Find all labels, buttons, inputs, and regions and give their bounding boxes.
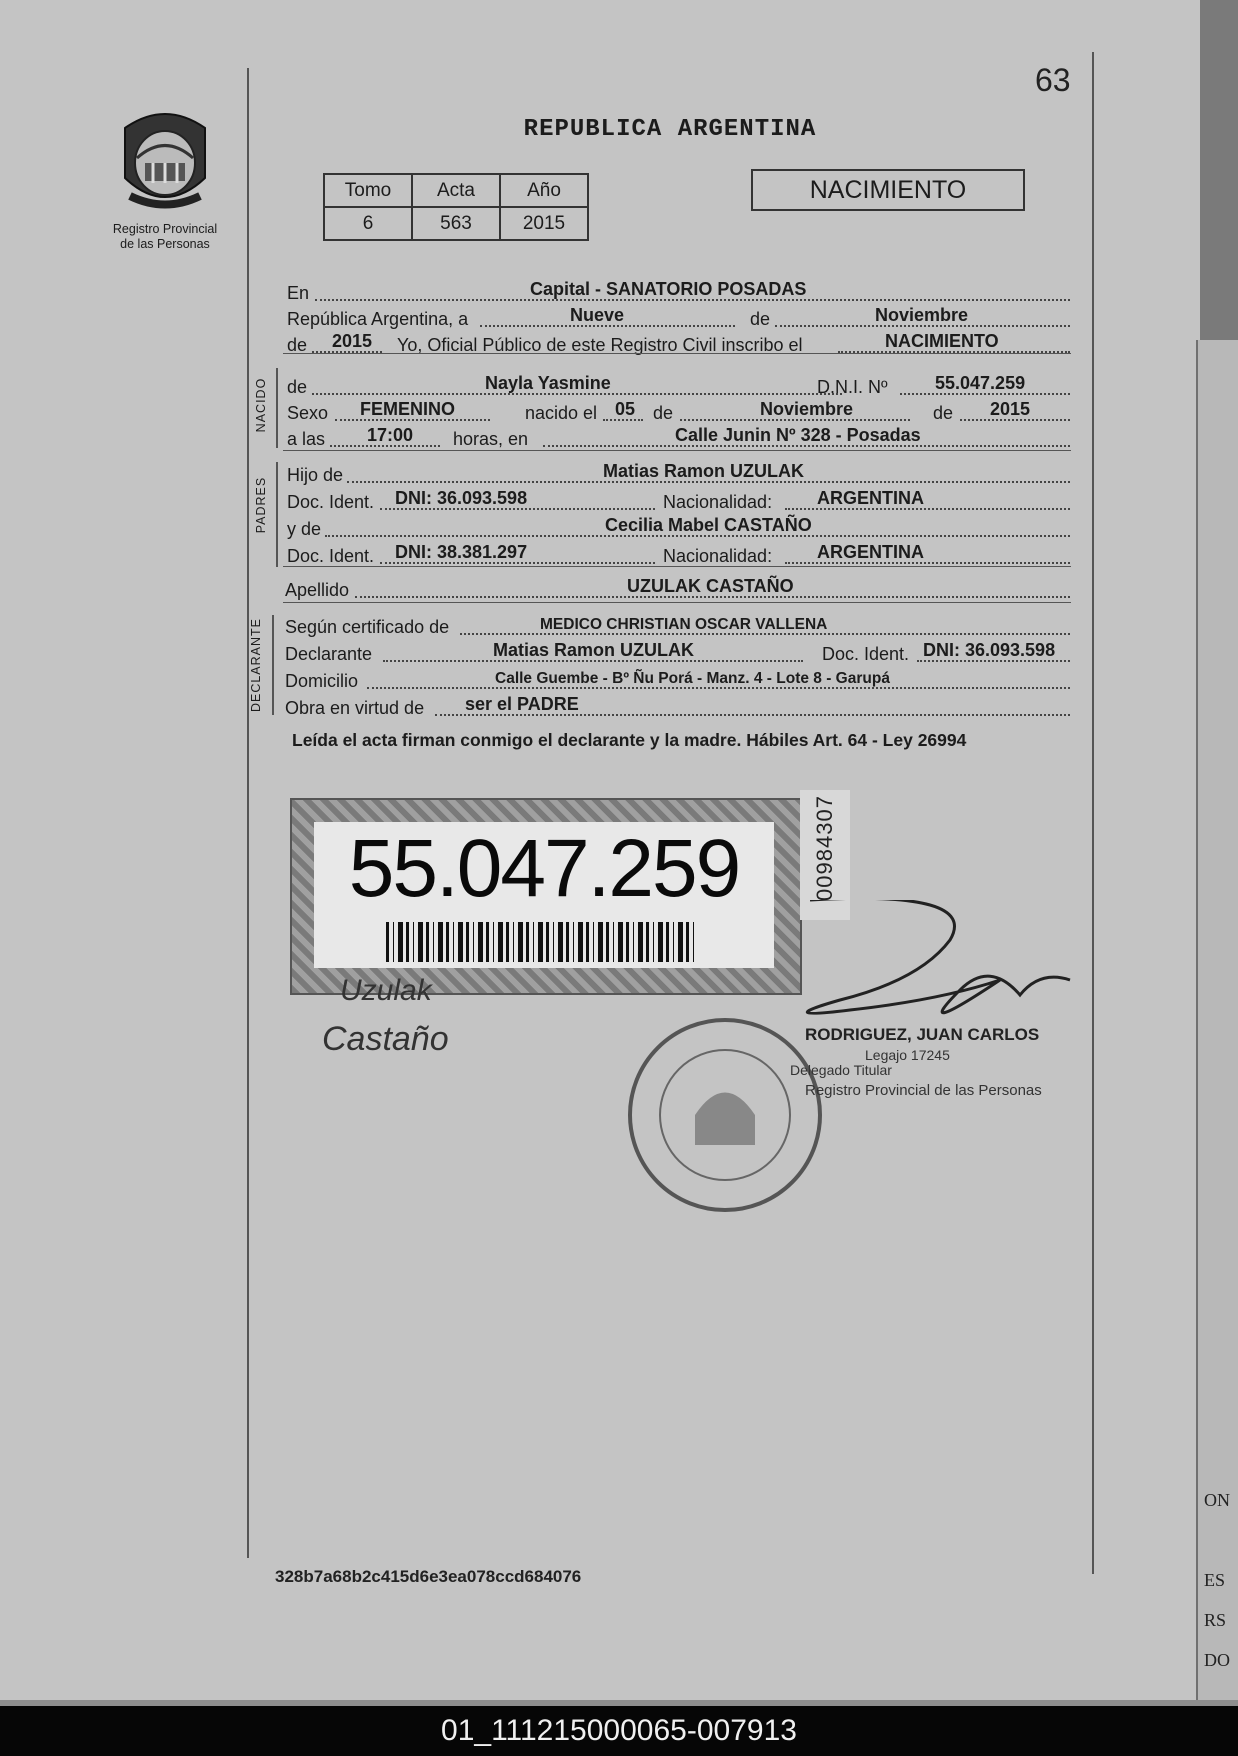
- month-value: Noviembre: [875, 305, 969, 325]
- child-name-value: Nayla Yasmine: [485, 373, 611, 393]
- address-value: Calle Guembe - Bº Ñu Porá - Manz. 4 - Lote 8 - Garupá: [495, 670, 890, 687]
- label: Hijo de: [287, 465, 344, 485]
- section-label-nacido: NACIDO: [254, 377, 268, 433]
- line-obra: [285, 693, 1070, 721]
- line-domicilio: [285, 666, 1070, 694]
- label: de: [750, 309, 771, 329]
- year-value: 2015: [332, 331, 373, 351]
- line-nacido-name: [285, 372, 1070, 400]
- line-declarante: [285, 639, 1070, 667]
- line-mother: [285, 514, 1070, 542]
- signatures-and-stamp: [300, 900, 1100, 1260]
- footer-id-bar: 01_111215000065-007913: [0, 1706, 1238, 1756]
- label: Nacionalidad:: [663, 492, 773, 512]
- registry-caption: [100, 222, 230, 252]
- separator: [283, 353, 1071, 354]
- label: Domicilio: [285, 671, 359, 691]
- birth-year-value: 2015: [990, 399, 1031, 419]
- label: nacido el: [525, 403, 598, 423]
- father-doc-value: DNI: 36.093.598: [395, 488, 528, 508]
- edge-text: ON: [1204, 1490, 1230, 1510]
- label: Obra en virtud de: [285, 698, 425, 718]
- label: de: [653, 403, 674, 423]
- declarant-doc-value: DNI: 36.093.598: [923, 640, 1056, 660]
- edge-text: RS: [1204, 1610, 1227, 1630]
- line-nacido-hora: [285, 424, 1070, 452]
- mother-nationality-value: ARGENTINA: [817, 542, 924, 562]
- official-stamp: [630, 1020, 820, 1210]
- official-name: RODRIGUEZ, JUAN CARLOS: [805, 1025, 1040, 1044]
- line-mother-doc: [285, 541, 1070, 569]
- declarant-name-value: Matias Ramon UZULAK: [493, 640, 695, 660]
- sex-value: FEMENINO: [360, 399, 456, 419]
- official-role: Delegado Titular: [790, 1062, 892, 1078]
- label: Doc. Ident.: [287, 546, 375, 566]
- label: Apellido: [285, 580, 350, 600]
- caption-line: Registro Provincial: [112, 222, 218, 236]
- sticker-number: 55.047.259: [348, 823, 740, 914]
- left-signature-line1: Uzulak: [340, 974, 432, 1007]
- birth-month-value: Noviembre: [760, 399, 854, 419]
- certifier-value: MEDICO CHRISTIAN OSCAR VALLENA: [540, 616, 828, 633]
- surname-value: UZULAK CASTAÑO: [627, 576, 794, 596]
- header-acta: Acta: [412, 174, 500, 207]
- label: Doc. Ident.: [287, 492, 375, 512]
- label: de: [933, 403, 954, 423]
- acta-value: 563: [412, 207, 500, 240]
- official-legajo: Legajo 17245: [865, 1047, 950, 1063]
- section-label-declarante: DECLARANTE: [249, 617, 263, 713]
- header-tomo: Tomo: [324, 174, 412, 207]
- child-dni-value: 55.047.259: [935, 373, 1026, 393]
- tomo-value: 6: [324, 207, 412, 240]
- left-margin-rule: [247, 68, 249, 1558]
- label: Yo, Oficial Público de este Registro Civil inscribo el: [397, 335, 803, 355]
- capacity-value: ser el PADRE: [465, 694, 579, 714]
- father-name-value: Matias Ramon UZULAK: [603, 461, 805, 481]
- label: Nacionalidad:: [663, 546, 773, 566]
- separator: [283, 566, 1071, 567]
- label: de: [287, 377, 308, 397]
- section-label-padres: PADRES: [254, 476, 268, 534]
- section-bar: [276, 462, 278, 567]
- label: Doc. Ident.: [822, 644, 910, 664]
- inscribo-value: NACIMIENTO: [885, 331, 999, 351]
- line-nacido-sexo: [285, 398, 1070, 426]
- edge-text: DO: [1204, 1650, 1230, 1670]
- line-republica: [285, 304, 1070, 332]
- country-title: REPUBLICA ARGENTINA: [523, 116, 817, 143]
- document-hash: 328b7a68b2c415d6e3ea078ccd684076: [275, 1567, 582, 1586]
- father-nationality-value: ARGENTINA: [817, 488, 924, 508]
- label: a las: [287, 429, 326, 449]
- line-father-doc: [285, 487, 1070, 515]
- line-apellido: [285, 575, 1070, 603]
- birth-day-value: 05: [615, 399, 636, 419]
- line-certificado: [285, 612, 1070, 640]
- page-number: 63: [1035, 62, 1071, 98]
- mother-doc-value: DNI: 38.381.297: [395, 542, 528, 562]
- line-en: [285, 278, 1070, 306]
- right-margin-rule: [1092, 52, 1094, 1574]
- adjacent-page-edge: [1196, 340, 1238, 1700]
- separator: [283, 450, 1071, 451]
- mother-name-value: Cecilia Mabel CASTAÑO: [605, 515, 812, 535]
- official-office: Registro Provincial de las Personas: [805, 1082, 1042, 1099]
- separator: [283, 602, 1071, 603]
- birth-place-value: Calle Junin Nº 328 - Posadas: [675, 425, 921, 445]
- section-bar: [272, 615, 274, 715]
- record-type-box: NACIMIENTO: [751, 169, 1025, 211]
- caption-line: de las Personas: [120, 237, 210, 251]
- serial-number: 00984307: [812, 795, 837, 901]
- book-reference-table: [323, 173, 589, 241]
- left-signature-line2: Castaño: [322, 1020, 449, 1058]
- ano-value: 2015: [500, 207, 588, 240]
- label: D.N.I. Nº: [817, 377, 888, 397]
- day-words-value: Nueve: [570, 305, 625, 325]
- place-value: Capital - SANATORIO POSADAS: [530, 279, 807, 299]
- label: Declarante: [285, 644, 373, 664]
- left-signature: [322, 974, 449, 1058]
- label: En: [287, 283, 310, 303]
- edge-text: ES: [1204, 1570, 1226, 1590]
- section-bar: [276, 368, 278, 448]
- label: horas, en: [453, 429, 529, 449]
- official-signature: [807, 900, 1070, 1013]
- closing-note: Leída el acta firman conmigo el declarante y la madre. Hábiles Art. 64 - Ley 26994: [292, 730, 967, 750]
- birth-time-value: 17:00: [367, 425, 414, 445]
- line-father: [285, 460, 1070, 488]
- label: República Argentina, a: [287, 309, 469, 329]
- label: y de: [287, 519, 322, 539]
- label: Según certificado de: [285, 617, 450, 637]
- label: Sexo: [287, 403, 329, 423]
- header-ano: Año: [500, 174, 588, 207]
- label: de: [287, 335, 308, 355]
- provincial-seal-logo: [115, 108, 215, 218]
